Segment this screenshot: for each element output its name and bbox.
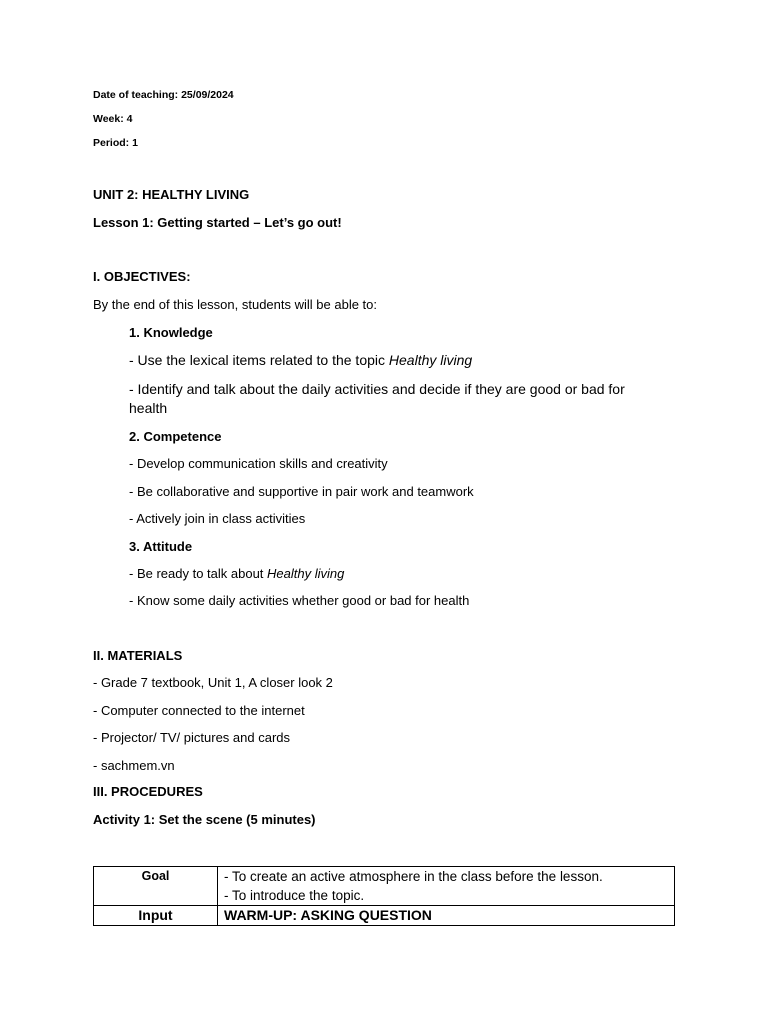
activity-table [93, 866, 675, 926]
input-value: WARM-UP: ASKING QUESTION [218, 906, 675, 926]
knowledge-heading: 1. Knowledge [129, 325, 213, 340]
procedures-heading: III. PROCEDURES [93, 784, 203, 799]
period: Period: 1 [93, 137, 138, 149]
materials-item-4: - sachmem.vn [93, 758, 175, 773]
materials-item-1: - Grade 7 textbook, Unit 1, A closer look 2 [93, 675, 333, 690]
goal-label: Goal [94, 867, 218, 906]
input-label: Input [94, 906, 218, 926]
attitude-item-2: - Know some daily activities whether good or bad for health [129, 593, 470, 608]
materials-heading: II. MATERIALS [93, 648, 183, 663]
table-row-goal [94, 867, 675, 906]
goal-line-2: - To introduce the topic. [224, 888, 365, 903]
competence-item-3: - Actively join in class activities [129, 511, 306, 526]
attitude-item-1-topic: Healthy living [267, 566, 345, 581]
objectives-intro: By the end of this lesson, students will be able to: [93, 297, 378, 312]
competence-item-1: - Develop communication skills and creativity [129, 456, 388, 471]
competence-heading: 2. Competence [129, 429, 222, 444]
attitude-item-1-text: - Be ready to talk about [129, 566, 268, 581]
knowledge-item-1-text: - Use the lexical items related to the topic [129, 352, 389, 368]
date-of-teaching: Date of teaching: 25/09/2024 [93, 89, 234, 101]
table-row-input [94, 906, 675, 926]
attitude-item-1 [129, 566, 344, 582]
knowledge-item-1 [129, 351, 472, 370]
unit-title: UNIT 2: HEALTHY LIVING [93, 187, 250, 202]
attitude-heading: 3. Attitude [129, 539, 193, 554]
week: Week: 4 [93, 113, 133, 125]
goal-cell [218, 867, 675, 906]
knowledge-item-2: - Identify and talk about the daily activities and decide if they are good or bad for health [129, 381, 625, 416]
materials-item-3: - Projector/ TV/ pictures and cards [93, 730, 291, 745]
activity-1-title: Activity 1: Set the scene (5 minutes) [93, 812, 316, 827]
knowledge-item-1-topic: Healthy living [388, 352, 473, 368]
lesson-title: Lesson 1: Getting started – Let’s go out! [93, 215, 342, 230]
competence-item-2: - Be collaborative and supportive in pair work and teamwork [129, 484, 474, 499]
goal-line-1: - To create an active atmosphere in the class before the lesson. [224, 869, 603, 884]
materials-item-2: - Computer connected to the internet [93, 703, 305, 718]
objectives-heading: I. OBJECTIVES: [93, 269, 191, 284]
